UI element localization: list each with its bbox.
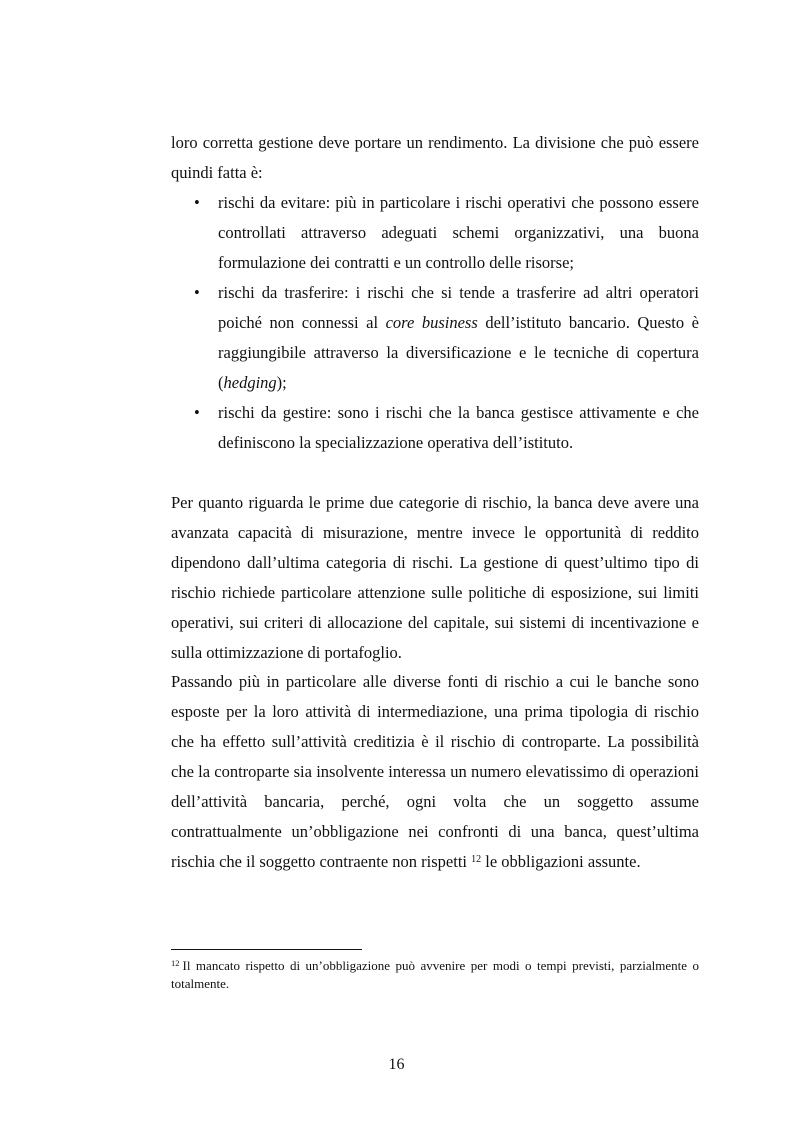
list-item-manage	[171, 398, 699, 458]
italic-term-core-business: core business	[385, 313, 478, 332]
bullet-icon: •	[194, 193, 200, 212]
list-item-text: rischi da evitare: più in particolare i rischi operativi che possono essere controllati attraverso adeguati schemi organizzativi, una buona formulazione dei contratti e un controllo delle risorse;	[218, 193, 699, 272]
risk-category-list	[171, 188, 699, 458]
bullet-icon: •	[194, 403, 200, 422]
italic-term-hedging: hedging	[223, 373, 277, 392]
list-item-text: );	[276, 373, 287, 392]
intro-text: loro corretta gestione deve portare un rendimento. La divisione che può essere quindi fatta è:	[171, 133, 699, 182]
list-item-avoid	[171, 188, 699, 278]
paragraph-text: Passando più in particolare alle diverse fonti di rischio a cui le banche sono esposte per la loro attività di intermediazione, una prima tipologia di rischio che ha effetto sull’attività creditizia è il rischio di controparte. La possibilità che la controparte sia insolvente interessa un numero elevatissimo di operazioni dell’attività bancaria, perché, ogni volta che un soggetto assume contrattualmente un’obbligazione nei confronti di una banca, quest’ultima rischia che il soggetto contraente non rispetti	[171, 672, 699, 871]
list-item-text: rischi da gestire: sono i rischi che la banca gestisce attivamente e che definiscono la specializzazione operativa dell’istituto.	[218, 403, 699, 452]
footnote-reference[interactable]: 12	[471, 854, 482, 865]
list-item-transfer	[171, 278, 699, 398]
footnote-text: Il mancato rispetto di un’obbligazione può avvenire per modi o tempi previsti, parzialmente o totalmente.	[171, 958, 699, 991]
footnote	[171, 957, 699, 993]
list-item-text: dell’istituto bancario. Questo è raggiungibile attraverso la diversificazione e le tecniche di copertura (	[218, 313, 699, 392]
body-paragraph-1	[171, 488, 699, 668]
intro-paragraph	[171, 128, 699, 188]
body-paragraph-2	[171, 667, 699, 877]
footnote-divider	[171, 949, 362, 950]
paragraph-text: Per quanto riguarda le prime due categorie di rischio, la banca deve avere una avanzata capacità di misurazione, mentre invece le opportunità di reddito dipendono dall’ultima categoria di rischi. La gestione di quest’ultimo tipo di rischio richiede particolare attenzione sulle politiche di esposizione, sui limiti operativi, sui criteri di allocazione del capitale, sui sistemi di incentivazione e sulla ottimizzazione di portafoglio.	[171, 493, 699, 662]
paragraph-text: le obbligazioni assunte.	[481, 852, 641, 871]
list-item-text: rischi da trasferire: i rischi che si tende a trasferire ad altri operatori poiché non connessi al	[218, 283, 699, 332]
page-number: 16	[388, 1056, 405, 1073]
footnote-number: 12	[171, 958, 180, 968]
bullet-icon: •	[194, 283, 200, 302]
